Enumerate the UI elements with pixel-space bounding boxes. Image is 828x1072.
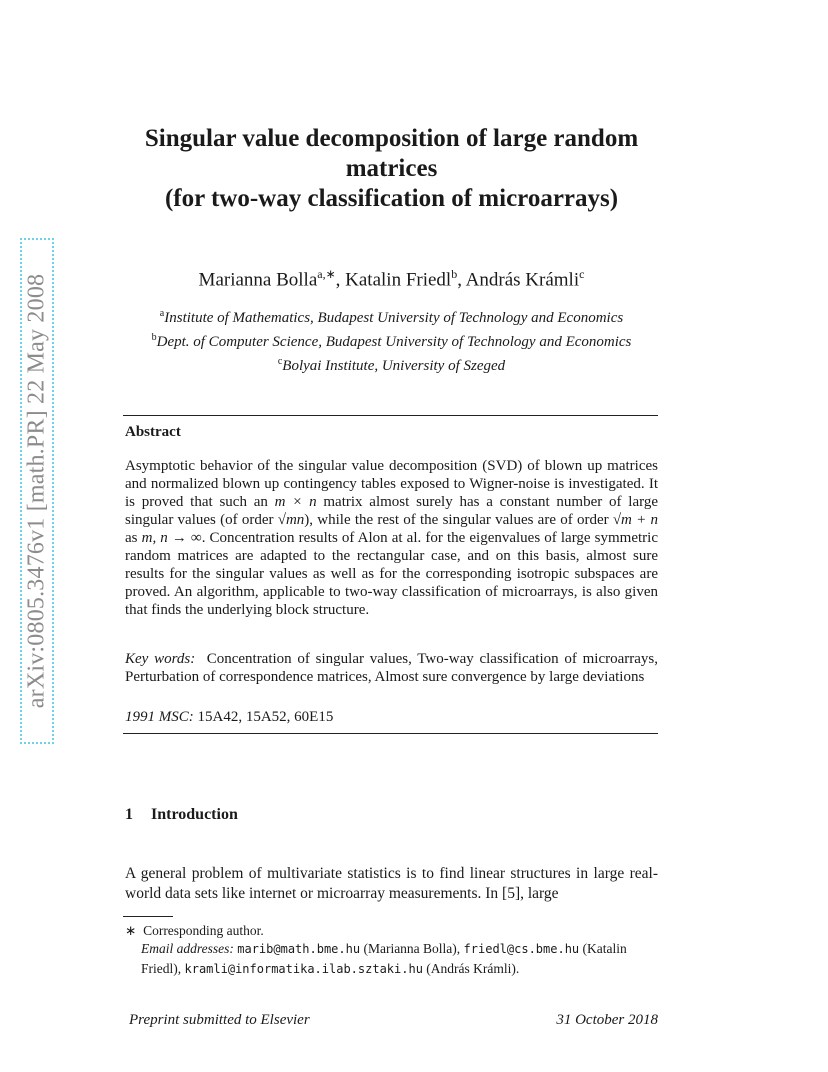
- author-list: Marianna Bolla$^{a,∗}$, Katalin Friedl$^b$, András Krámli$^c$: [198, 267, 585, 291]
- section-title: Introduction: [151, 806, 238, 823]
- affiliation-mark: c: [277, 356, 283, 367]
- affiliation-mark: a: [159, 308, 165, 319]
- email-bolla[interactable]: marib@math.bme.hu: [237, 942, 361, 956]
- footer-preprint: Preprint submitted to Elsevier: [129, 1012, 310, 1028]
- title-line-2: matrices: [345, 155, 438, 182]
- title-line-1: Singular value decomposition of large random: [144, 125, 639, 152]
- author-kramli: András Krámli: [465, 269, 580, 291]
- msc-block: [125, 708, 658, 726]
- msc-text: 15A42, 15A52, 60E15: [197, 709, 334, 725]
- keywords-label: Key words:: [125, 651, 196, 667]
- author-bolla: Marianna Bolla: [198, 269, 318, 291]
- keywords-block: [125, 650, 658, 686]
- footnote-emails: [141, 939, 661, 979]
- affiliation-a: [0, 304, 783, 328]
- footnote-corresponding-text: Corresponding author.: [143, 923, 264, 938]
- email-owner-bolla: (Marianna Bolla),: [363, 941, 461, 956]
- msc-label: 1991 MSC:: [125, 709, 194, 725]
- email-friedl[interactable]: friedl@cs.bme.hu: [463, 942, 580, 956]
- introduction-paragraph: A general problem of multivariate statistics is to find linear structures in large real-world data sets like internet or microarray measurements. In [5], large: [125, 865, 658, 902]
- author-friedl-mark: b: [451, 267, 458, 281]
- abstract-math-2: √mn: [277, 512, 305, 528]
- abstract-top-rule: [123, 415, 658, 416]
- title-line-3: (for two-way classification of microarrays): [164, 185, 619, 212]
- abstract-text-1: Asymptotic behavior of the singular value decomposition (SVD) of blown up matrices and normalized blown up contingency tables exposed to Wigner-noise is investigated. It is proved that such an: [125, 458, 658, 510]
- affiliation-text: Dept. of Computer Science, Budapest University of Technology and Economics: [156, 334, 632, 350]
- author-friedl: Katalin Friedl: [345, 269, 452, 291]
- abstract-body: [125, 457, 658, 619]
- email-kramli[interactable]: kramli@informatika.ilab.sztaki.hu: [184, 962, 423, 976]
- affiliation-c: [0, 352, 783, 376]
- abstract-text-5: . Concentration results of Alon at al. for the eigenvalues of large symmetric random matrices are adapted to the rectangular case, and on this basis, almost sure results for the singular values as well as for the corresponding isotropic subspaces are proved. An algorithm, applicable to two-way classification of microarrays, is also given that finds the underlying block structure.: [125, 530, 658, 618]
- abstract-heading: Abstract: [125, 424, 181, 440]
- paper-title: [0, 124, 783, 214]
- affiliation-b: [0, 328, 783, 352]
- footnote-star: ∗: [125, 923, 137, 938]
- abstract-math-3: √m + n: [612, 512, 658, 528]
- author-kramli-mark: c: [579, 267, 585, 281]
- abstract-bottom-rule: [123, 733, 658, 734]
- abstract-math-4: m, n → ∞: [141, 530, 202, 546]
- affiliation-text: Bolyai Institute, University of Szeged: [282, 358, 506, 374]
- footnote-rule: [123, 916, 173, 917]
- footer-date: 31 October 2018: [556, 1012, 658, 1028]
- abstract-math-1: m × n: [274, 494, 317, 510]
- abstract-text-4: as: [125, 530, 142, 546]
- arxiv-identifier: arXiv:0805.3476v1 [math.PR] 22 May 2008: [23, 273, 50, 709]
- affiliation-mark: b: [151, 332, 157, 343]
- affiliation-text: Institute of Mathematics, Budapest University of Technology and Economics: [164, 310, 624, 326]
- section-number: 1: [125, 806, 133, 823]
- abstract-text-3: ), while the rest of the singular values are of order: [304, 512, 613, 528]
- email-owner-friedl: (Katalin Friedl),: [141, 941, 627, 976]
- author-bolla-mark: a,∗: [317, 267, 336, 281]
- email-label: Email addresses:: [141, 941, 234, 956]
- section-heading-introduction: [125, 806, 238, 824]
- abstract-text-2: matrix almost surely has a constant number of large singular values (of order: [125, 494, 658, 528]
- keywords-text: Concentration of singular values, Two-way classification of microarrays, Perturbation of correspondence matrices, Almost sure convergence by large deviations: [125, 651, 658, 685]
- email-owner-kramli: (András Krámli).: [426, 961, 520, 976]
- footnote-corresponding: [125, 921, 660, 940]
